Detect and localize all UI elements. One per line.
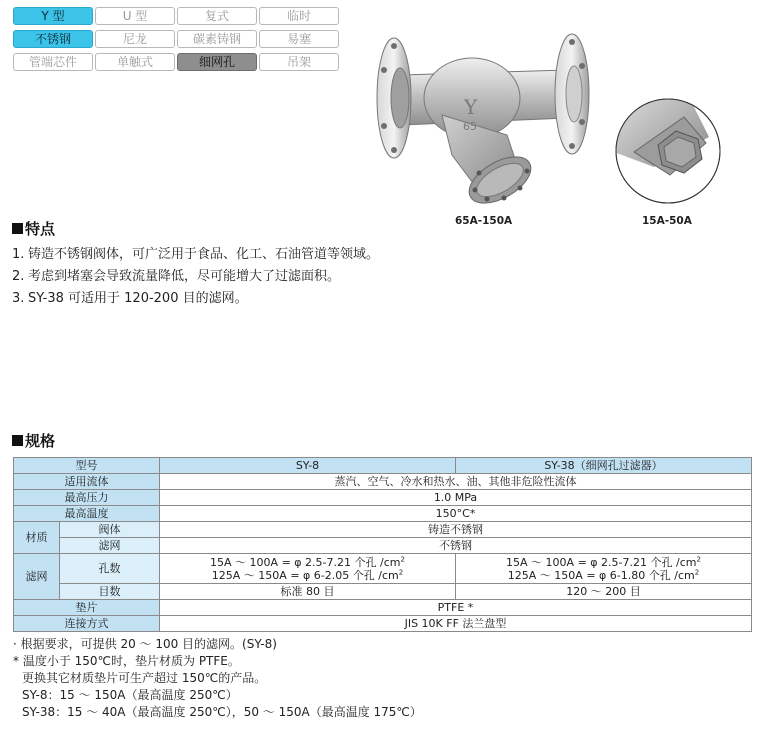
- note-line: · 根据要求，可提供 20 ～ 100 目的滤网。(SY-8): [13, 637, 277, 651]
- features-list: [12, 244, 392, 310]
- material-body-value: 铸造不锈钢: [160, 522, 752, 538]
- note-line: SY-38：15 ～ 40A（最高温度 250℃），50 ～ 150A（最高温度 175℃）: [22, 705, 422, 719]
- table-row: [14, 538, 752, 554]
- feature-item: 2. 考虑到堵塞会导致流量降低，尽可能增大了过滤面积。: [12, 269, 341, 284]
- table-row: [14, 522, 752, 538]
- note-line: SY-8：15 ～ 150A（最高温度 250℃）: [22, 688, 238, 702]
- fluid-label: 适用流体: [14, 474, 160, 490]
- tag-carbon-cast-steel[interactable]: 碳素铸钢: [177, 30, 257, 48]
- holes-sy8: 15A ～ 100A = φ 2.5-7.21 个孔 $/cm^2$ 125A ～ 150A = φ 6-2.05 个孔 $/cm^2$: [160, 554, 456, 584]
- max-pressure-value: 1.0 MPa: [160, 490, 752, 506]
- tag-y-type[interactable]: Y 型: [13, 7, 93, 25]
- gasket-value: PTFE *: [160, 600, 752, 616]
- tag-duplex[interactable]: 复式: [177, 7, 257, 25]
- material-mesh-label: 滤网: [60, 538, 160, 554]
- notes: [13, 636, 753, 721]
- model-sy8: SY-8: [160, 458, 456, 474]
- connection-label: 连接方式: [14, 616, 160, 632]
- table-row: [14, 584, 752, 600]
- note-line: * 温度小于 150℃时，垫片材质为 PTFE。: [13, 654, 240, 668]
- tag-pipe-end-core[interactable]: 管端芯件: [13, 53, 93, 71]
- screen-label: 滤网: [14, 554, 60, 600]
- tag-fine-mesh[interactable]: 细网孔: [177, 53, 257, 71]
- gasket-label: 垫片: [14, 600, 160, 616]
- y-strainer-image: [372, 30, 596, 210]
- detail-image-caption: 15A-50A: [642, 215, 692, 227]
- small-strainer-detail-image: [614, 97, 722, 205]
- table-row: [14, 458, 752, 474]
- max-temp-label: 最高温度: [14, 506, 160, 522]
- spec-table: [13, 457, 752, 632]
- table-row: [14, 506, 752, 522]
- tag-hanger[interactable]: 吊架: [259, 53, 339, 71]
- max-pressure-label: 最高压力: [14, 490, 160, 506]
- table-row: [14, 474, 752, 490]
- material-mesh-value: 不锈钢: [160, 538, 752, 554]
- material-body-label: 阀体: [60, 522, 160, 538]
- holes-label: 孔数: [60, 554, 160, 584]
- table-row: [14, 616, 752, 632]
- table-row: [14, 490, 752, 506]
- table-row: [14, 554, 752, 584]
- model-label: 型号: [14, 458, 160, 474]
- feature-item: 3. SY-38 可适用于 120-200 目的滤网。: [12, 291, 248, 306]
- main-image-caption: 65A-150A: [455, 215, 513, 227]
- heading-square-icon: [12, 223, 23, 234]
- features-heading: 特点: [12, 218, 55, 239]
- mesh-count-sy38: 120 ～ 200 目: [456, 584, 752, 600]
- mesh-count-sy8: 标准 80 目: [160, 584, 456, 600]
- table-row: [14, 600, 752, 616]
- tag-one-touch[interactable]: 单触式: [95, 53, 175, 71]
- body-mark-number: 65: [463, 120, 477, 133]
- mesh-count-label: 目数: [60, 584, 160, 600]
- tag-temporary[interactable]: 临时: [259, 7, 339, 25]
- specs-heading: 规格: [12, 430, 55, 451]
- connection-value: JIS 10K FF 法兰盘型: [160, 616, 752, 632]
- tag-stainless-steel[interactable]: 不锈钢: [13, 30, 93, 48]
- tag-nylon[interactable]: 尼龙: [95, 30, 175, 48]
- max-temp-value: 150°C*: [160, 506, 752, 522]
- model-sy38: SY-38（细网孔过滤器）: [456, 458, 752, 474]
- heading-square-icon: [12, 435, 23, 446]
- material-label: 材质: [14, 522, 60, 554]
- feature-item: 1. 铸造不锈钢阀体，可广泛用于食品、化工、石油管道等领域。: [12, 247, 380, 262]
- note-line: 更换其它材质垫片可生产超过 150℃的产品。: [22, 671, 267, 685]
- tag-easy-plug[interactable]: 易塞: [259, 30, 339, 48]
- fluid-value: 蒸汽、空气、冷水和热水、油、其他非危险性流体: [160, 474, 752, 490]
- body-mark-y: Y: [464, 95, 478, 119]
- holes-sy38: 15A ～ 100A = φ 2.5-7.21 个孔 $/cm^2$ 125A ～ 150A = φ 6-1.80 个孔 $/cm^2$: [456, 554, 752, 584]
- tag-u-type[interactable]: U 型: [95, 7, 175, 25]
